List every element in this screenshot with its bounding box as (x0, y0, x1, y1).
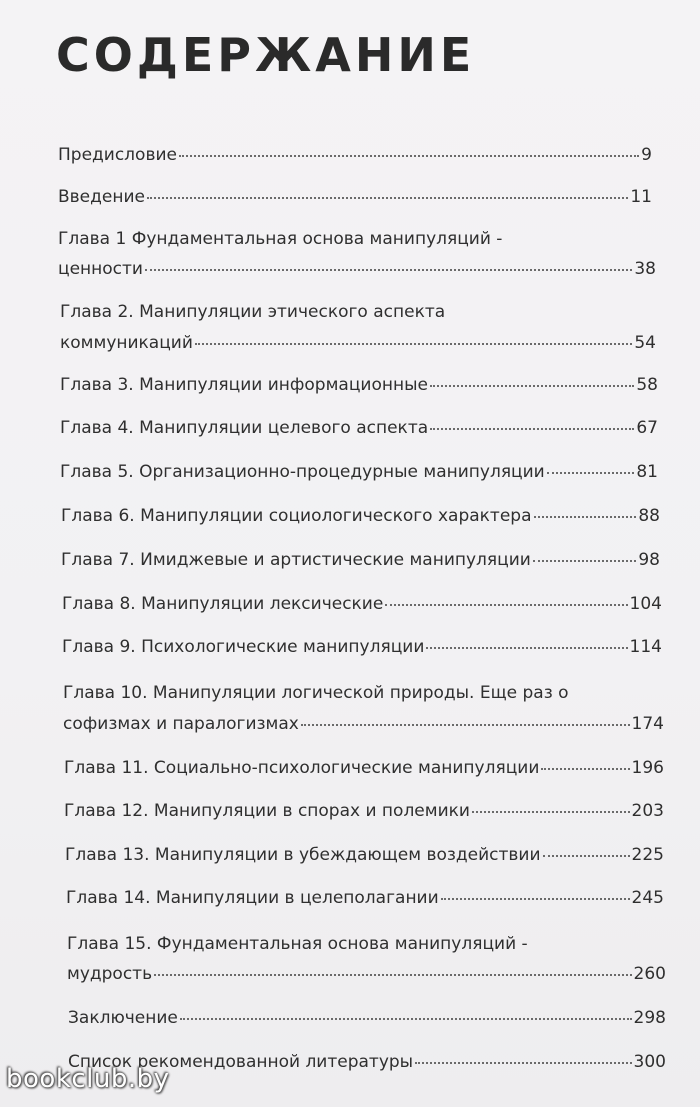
toc-entry-page: 67 (636, 418, 658, 438)
toc-entry-page: 298 (633, 1008, 666, 1028)
dot-leader (547, 470, 635, 474)
toc-entry-title: Глава 5. Организационно-процедурные манипуляции (60, 462, 545, 482)
toc-entry-page: 260 (633, 964, 666, 984)
toc-entry-title: коммуникаций (60, 333, 193, 353)
toc-entry-title: Глава 9. Психологические манипуляции (62, 637, 425, 657)
dot-leader (154, 972, 631, 976)
watermark: bookclub.by (6, 1064, 170, 1094)
toc-entry-title: Глава 8. Манипуляции лексические (62, 594, 384, 614)
toc-entry-page: 88 (638, 506, 660, 526)
toc-entry-title: ценности (58, 259, 143, 279)
toc-entry-title-line1: Глава 2. Манипуляции этического аспекта (60, 302, 446, 322)
toc-entry-page: 225 (631, 845, 664, 865)
toc-entry-page: 81 (636, 462, 658, 482)
toc-entry-page: 54 (634, 333, 656, 353)
dot-leader (385, 602, 627, 606)
toc-entry-title-line1: Глава 1 Фундаментальная основа манипуляций - (58, 229, 503, 249)
toc-entry-page: 58 (636, 375, 658, 395)
toc-entry-title: Глава 7. Имиджевые и артистические манипуляции (61, 550, 531, 570)
dot-leader (147, 195, 628, 199)
dot-leader (195, 341, 632, 345)
toc-entry-title: Глава 12. Манипуляции в спорах и полемики (64, 801, 470, 821)
toc-entry-page: 196 (631, 758, 664, 778)
dot-leader (180, 1016, 632, 1020)
toc-entry-page: 203 (631, 801, 664, 821)
dot-leader (426, 645, 627, 649)
dot-leader (430, 426, 634, 430)
dot-leader (145, 267, 632, 271)
dot-leader (415, 1060, 631, 1064)
toc-entry-page: 114 (629, 637, 662, 657)
toc-entry-title: Список рекомендованной литературы (68, 1052, 414, 1072)
toc-entry-title: Глава 11. Социально-психологические манипуляции (64, 758, 540, 778)
toc-entry-title: Глава 14. Манипуляции в целеполагании (66, 888, 439, 908)
toc-entry-title-line1: Глава 10. Манипуляции логической природы. Еще раз о (63, 683, 569, 703)
toc-entry-page: 300 (633, 1052, 666, 1072)
dot-leader (534, 514, 637, 518)
toc-entry-title: Глава 6. Манипуляции социологического характера (61, 506, 532, 526)
toc-entry-title-line1: Глава 15. Фундаментальная основа манипуляций - (67, 934, 528, 954)
toc-entry-page: 38 (634, 259, 656, 279)
toc-entry-page: 104 (629, 594, 662, 614)
dot-leader (179, 153, 639, 157)
toc-entry-page: 174 (631, 714, 664, 734)
dot-leader (472, 809, 630, 813)
toc-entry-page: 9 (641, 145, 652, 165)
dot-leader (543, 853, 630, 857)
page-title: СОДЕРЖАНИЕ (56, 28, 476, 82)
toc-entry-title: Заключение (68, 1008, 178, 1028)
toc-entry-title: софизмах и паралогизмах (63, 714, 299, 734)
toc-entry-page: 245 (631, 888, 664, 908)
toc-entry-title: Введение (58, 187, 145, 207)
toc-entry-title: мудрость (67, 964, 153, 984)
dot-leader (441, 896, 630, 900)
toc-entry-title: Предисловие (58, 145, 177, 165)
dot-leader (533, 558, 637, 562)
toc-entry-title: Глава 3. Манипуляции информационные (60, 375, 428, 395)
dot-leader (430, 383, 634, 387)
dot-leader (301, 722, 630, 726)
toc-entry-title: Глава 4. Манипуляции целевого аспекта (60, 418, 429, 438)
toc-entry-title: Глава 13. Манипуляции в убеждающем воздействии (65, 845, 541, 865)
toc-entry-page: 98 (638, 550, 660, 570)
toc-entry-page: 11 (630, 187, 652, 207)
dot-leader (541, 766, 629, 770)
